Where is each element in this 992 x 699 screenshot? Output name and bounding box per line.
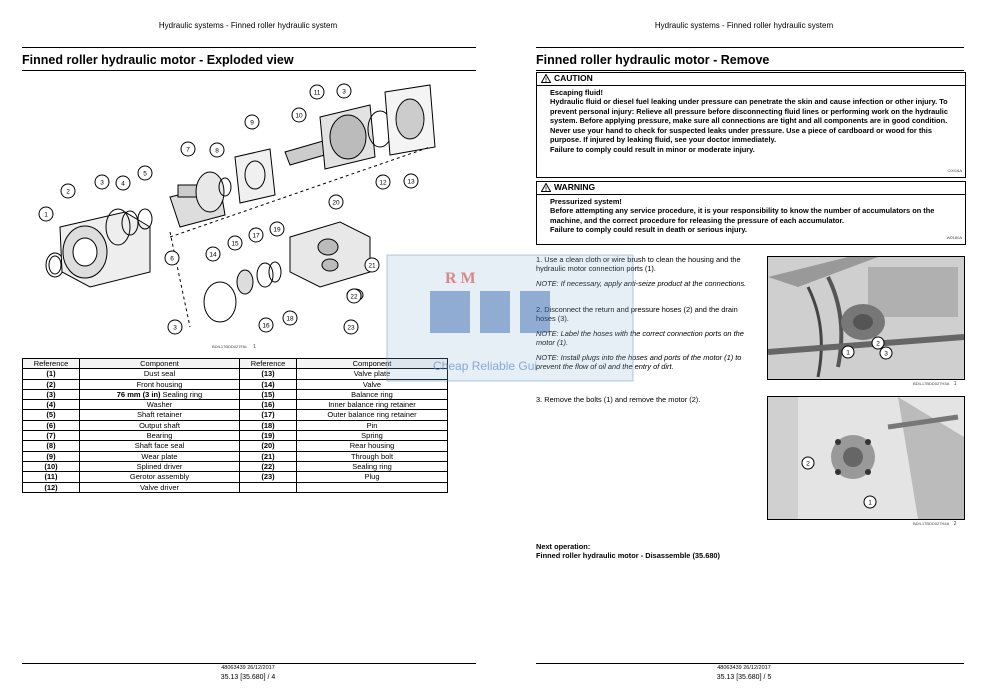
title-rule — [536, 70, 964, 71]
photo2-code: BDIL17BDD027H4A 2 — [913, 521, 957, 527]
callout-21 — [365, 258, 379, 272]
callout-3b — [337, 84, 351, 98]
callout-3c — [168, 320, 182, 334]
callout-11 — [310, 85, 324, 99]
component-cell: Shaft face seal — [80, 441, 240, 451]
component-cell: Valve plate — [297, 369, 448, 379]
photo1-code: BDIL17BDD027H3A 1 — [913, 381, 957, 387]
caution-consequence: Failure to comply could result in minor or moderate injury. — [550, 144, 755, 154]
svg-text:18: 18 — [286, 315, 294, 323]
svg-text:20: 20 — [332, 199, 340, 207]
footer-doc-date: 48063439 26/12/2017 — [717, 665, 771, 671]
svg-text:!: ! — [545, 187, 547, 193]
callout-14 — [206, 247, 220, 261]
component-cell: Splined driver — [80, 461, 240, 471]
reference-cell: (15) — [240, 389, 297, 399]
reference-cell: (5) — [23, 410, 80, 420]
svg-text:6: 6 — [170, 255, 174, 263]
reference-cell: (3) — [23, 389, 80, 399]
footer-doc-date: 48063439 26/12/2017 — [221, 665, 275, 671]
warning-triangle-icon — [541, 183, 551, 192]
svg-text:5: 5 — [143, 170, 147, 178]
reference-cell: (19) — [240, 431, 297, 441]
col-reference-2: Reference — [240, 359, 297, 369]
callout-4 — [116, 176, 130, 190]
svg-text:22: 22 — [350, 293, 358, 301]
reference-cell: (2) — [23, 379, 80, 389]
running-head: Hydraulic systems - Finned roller hydraulic system — [654, 21, 834, 30]
table-row — [23, 410, 448, 420]
callout-9 — [245, 115, 259, 129]
photo1-callout-1 — [842, 346, 854, 358]
warning-text: Before attempting any service procedure, it is your responsibility to know the number of accumulators on the machine, and the correct procedure for releasing the pressure of each accumulator. — [550, 206, 935, 225]
component-cell: Valve driver — [80, 482, 240, 492]
step-1: 1. Use a clean cloth or wire brush to clean the housing and the hydraulic motor connection ports (1). — [536, 255, 741, 273]
callout-13 — [404, 174, 418, 188]
table-row — [23, 451, 448, 461]
reference-cell: (14) — [240, 379, 297, 389]
table-row — [23, 472, 448, 482]
callout-3 — [95, 175, 109, 189]
svg-text:7: 7 — [186, 146, 190, 154]
warning-triangle-icon — [541, 74, 551, 83]
footer-page-number: 35.13 [35.680] / 4 — [220, 674, 276, 681]
step-2: 2. Disconnect the return and pressure hoses (2) and the drain hoses (3). — [536, 305, 738, 323]
caution-header — [537, 73, 965, 86]
svg-text:4: 4 — [121, 180, 125, 188]
warning-code: W0180A — [946, 234, 962, 240]
reference-cell: (9) — [23, 451, 80, 461]
reference-cell: (17) — [240, 410, 297, 420]
reference-cell: (16) — [240, 400, 297, 410]
callout-8 — [210, 143, 224, 157]
table-row — [23, 461, 448, 471]
component-cell: Sealing ring — [297, 461, 448, 471]
caution-text: Hydraulic fluid or diesel fuel leaking under pressure can penetrate the skin and cause infection or other injury. To prevent personal injury: Relieve all pressure before disconnecting fluid lines or performing work on the hydraulic system. Before applying pressure, make sure all connections are tight and all components are in good condition. Never use your hand to check for suspected leaks under pressure. Use a piece of cardboard or wood for this purpose. If injured by leaking fluid, see your doctor immediately. — [550, 97, 948, 144]
component-cell: Dust seal — [80, 369, 240, 379]
svg-text:1: 1 — [44, 211, 48, 219]
svg-text:17: 17 — [252, 232, 260, 240]
photo-hydraulic-motor-ports — [767, 256, 965, 380]
page-title: Finned roller hydraulic motor - Exploded view — [22, 53, 294, 67]
component-cell: Balance ring — [297, 389, 448, 399]
photo2-callout-2 — [802, 457, 814, 469]
reference-cell: (21) — [240, 451, 297, 461]
callout-12 — [376, 175, 390, 189]
svg-text:3: 3 — [342, 88, 346, 96]
reference-cell: (11) — [23, 472, 80, 482]
col-component: Component — [80, 359, 240, 369]
reference-cell: (20) — [240, 441, 297, 451]
note-2: NOTE: Label the hoses with the correct connection ports on the motor (1). — [536, 329, 744, 347]
svg-text:!: ! — [545, 78, 547, 84]
component-cell: Shaft retainer — [80, 410, 240, 420]
table-row — [23, 431, 448, 441]
title-rule — [22, 70, 476, 71]
svg-text:2: 2 — [806, 460, 810, 468]
component-cell: Outer balance ring retainer — [297, 410, 448, 420]
next-operation-link[interactable]: Finned roller hydraulic motor - Disassemble (35.680) — [536, 551, 721, 560]
photo2-callout-1 — [864, 496, 876, 508]
component-cell — [297, 482, 448, 492]
callout-20 — [329, 195, 343, 209]
warning-box — [536, 181, 966, 245]
header-rule — [22, 47, 476, 48]
callout-6 — [165, 251, 179, 265]
reference-cell: (22) — [240, 461, 297, 471]
callout-7 — [181, 142, 195, 156]
component-cell: Gerotor assembly — [80, 472, 240, 482]
svg-text:8: 8 — [215, 147, 219, 155]
figure-code: BDIL17BDD027FAL 1 — [212, 344, 256, 350]
table-header-row — [23, 359, 448, 369]
reference-cell: (6) — [23, 420, 80, 430]
col-component-2: Component — [297, 359, 448, 369]
header-rule — [536, 47, 964, 48]
page-footer — [496, 664, 992, 682]
table-row — [23, 482, 448, 492]
component-cell: Valve — [297, 379, 448, 389]
callout-23 — [344, 320, 358, 334]
component-cell: Spring — [297, 431, 448, 441]
note-1: NOTE: If necessary, apply anti-seize product at the connections. — [536, 279, 747, 288]
parts-table — [22, 358, 448, 493]
svg-text:10: 10 — [295, 112, 303, 120]
reference-cell: (8) — [23, 441, 80, 451]
component-cell: Output shaft — [80, 420, 240, 430]
component-cell: Washer — [80, 400, 240, 410]
callout-18 — [283, 311, 297, 325]
photo1-callout-2 — [872, 337, 884, 349]
next-operation — [536, 542, 720, 560]
svg-text:15: 15 — [231, 240, 239, 248]
warning-label: WARNING — [554, 182, 596, 192]
step-3: 3. Remove the bolts (1) and remove the motor (2). — [536, 395, 701, 404]
table-row — [23, 389, 448, 399]
callout-1 — [39, 207, 53, 221]
table-row — [23, 379, 448, 389]
svg-text:9: 9 — [250, 119, 254, 127]
caution-heading: Escaping fluid! — [550, 87, 603, 97]
svg-text:Cheap Reliable Gui: Cheap Reliable Gui — [433, 359, 538, 373]
svg-text:3: 3 — [100, 179, 104, 187]
reference-cell: (10) — [23, 461, 80, 471]
svg-text:16: 16 — [262, 322, 270, 330]
caution-box — [536, 72, 966, 178]
callout-5 — [138, 166, 152, 180]
page-footer — [0, 664, 496, 682]
component-cell: Inner balance ring retainer — [297, 400, 448, 410]
warning-consequence: Failure to comply could result in death or serious injury. — [550, 225, 747, 234]
callout-22 — [347, 289, 361, 303]
next-operation-label: Next operation: — [536, 542, 591, 551]
reference-cell: (18) — [240, 420, 297, 430]
callout-15 — [228, 236, 242, 250]
caution-code: C0016A — [947, 167, 962, 173]
svg-text:19: 19 — [273, 226, 281, 234]
svg-text:3: 3 — [173, 324, 177, 332]
callout-2 — [61, 184, 75, 198]
page-title: Finned roller hydraulic motor - Remove — [536, 53, 770, 67]
svg-text:13: 13 — [407, 178, 415, 186]
component-cell: Wear plate — [80, 451, 240, 461]
photo-motor-bolts — [767, 396, 965, 520]
footer-page-number: 35.13 [35.680] / 5 — [716, 674, 772, 681]
col-reference: Reference — [23, 359, 80, 369]
reference-cell: (1) — [23, 369, 80, 379]
component-cell: Bearing — [80, 431, 240, 441]
component-cell: Plug — [297, 472, 448, 482]
table-row — [23, 400, 448, 410]
table-row — [23, 441, 448, 451]
table-row — [23, 420, 448, 430]
component-cell: Through bolt — [297, 451, 448, 461]
component-cell: Pin — [297, 420, 448, 430]
svg-text:3: 3 — [884, 350, 888, 358]
callout-16 — [259, 318, 273, 332]
reference-cell: (23) — [240, 472, 297, 482]
reference-cell: (4) — [23, 400, 80, 410]
caution-label: CAUTION — [554, 73, 593, 83]
warning-header — [537, 182, 965, 195]
callout-10 — [292, 108, 306, 122]
component-cell: Rear housing — [297, 441, 448, 451]
svg-text:2: 2 — [66, 188, 70, 196]
running-head: Hydraulic systems - Finned roller hydraulic system — [158, 21, 338, 30]
table-row — [23, 369, 448, 379]
reference-cell: (7) — [23, 431, 80, 441]
svg-text:23: 23 — [347, 324, 355, 332]
svg-text:2: 2 — [876, 340, 880, 348]
svg-text:R M: R M — [445, 270, 476, 287]
svg-text:1: 1 — [868, 499, 872, 507]
svg-text:11: 11 — [313, 89, 321, 97]
note-3: NOTE: Install plugs into the hoses and ports of the motor (1) to prevent the flow of oil and the entry of dirt. — [536, 353, 742, 371]
svg-text:14: 14 — [209, 251, 217, 259]
reference-cell: (12) — [23, 482, 80, 492]
exploded-view-diagram — [30, 77, 448, 345]
reference-cell: (13) — [240, 369, 297, 379]
photo1-callout-3 — [880, 347, 892, 359]
callout-17 — [249, 228, 263, 242]
component-cell: 76 mm (3 in) Sealing ring — [80, 389, 240, 399]
svg-text:1: 1 — [846, 349, 850, 357]
svg-text:21: 21 — [368, 262, 376, 270]
component-cell: Front housing — [80, 379, 240, 389]
callout-19 — [270, 222, 284, 236]
warning-heading: Pressurized system! — [550, 196, 622, 206]
svg-text:12: 12 — [379, 179, 387, 187]
reference-cell — [240, 482, 297, 492]
